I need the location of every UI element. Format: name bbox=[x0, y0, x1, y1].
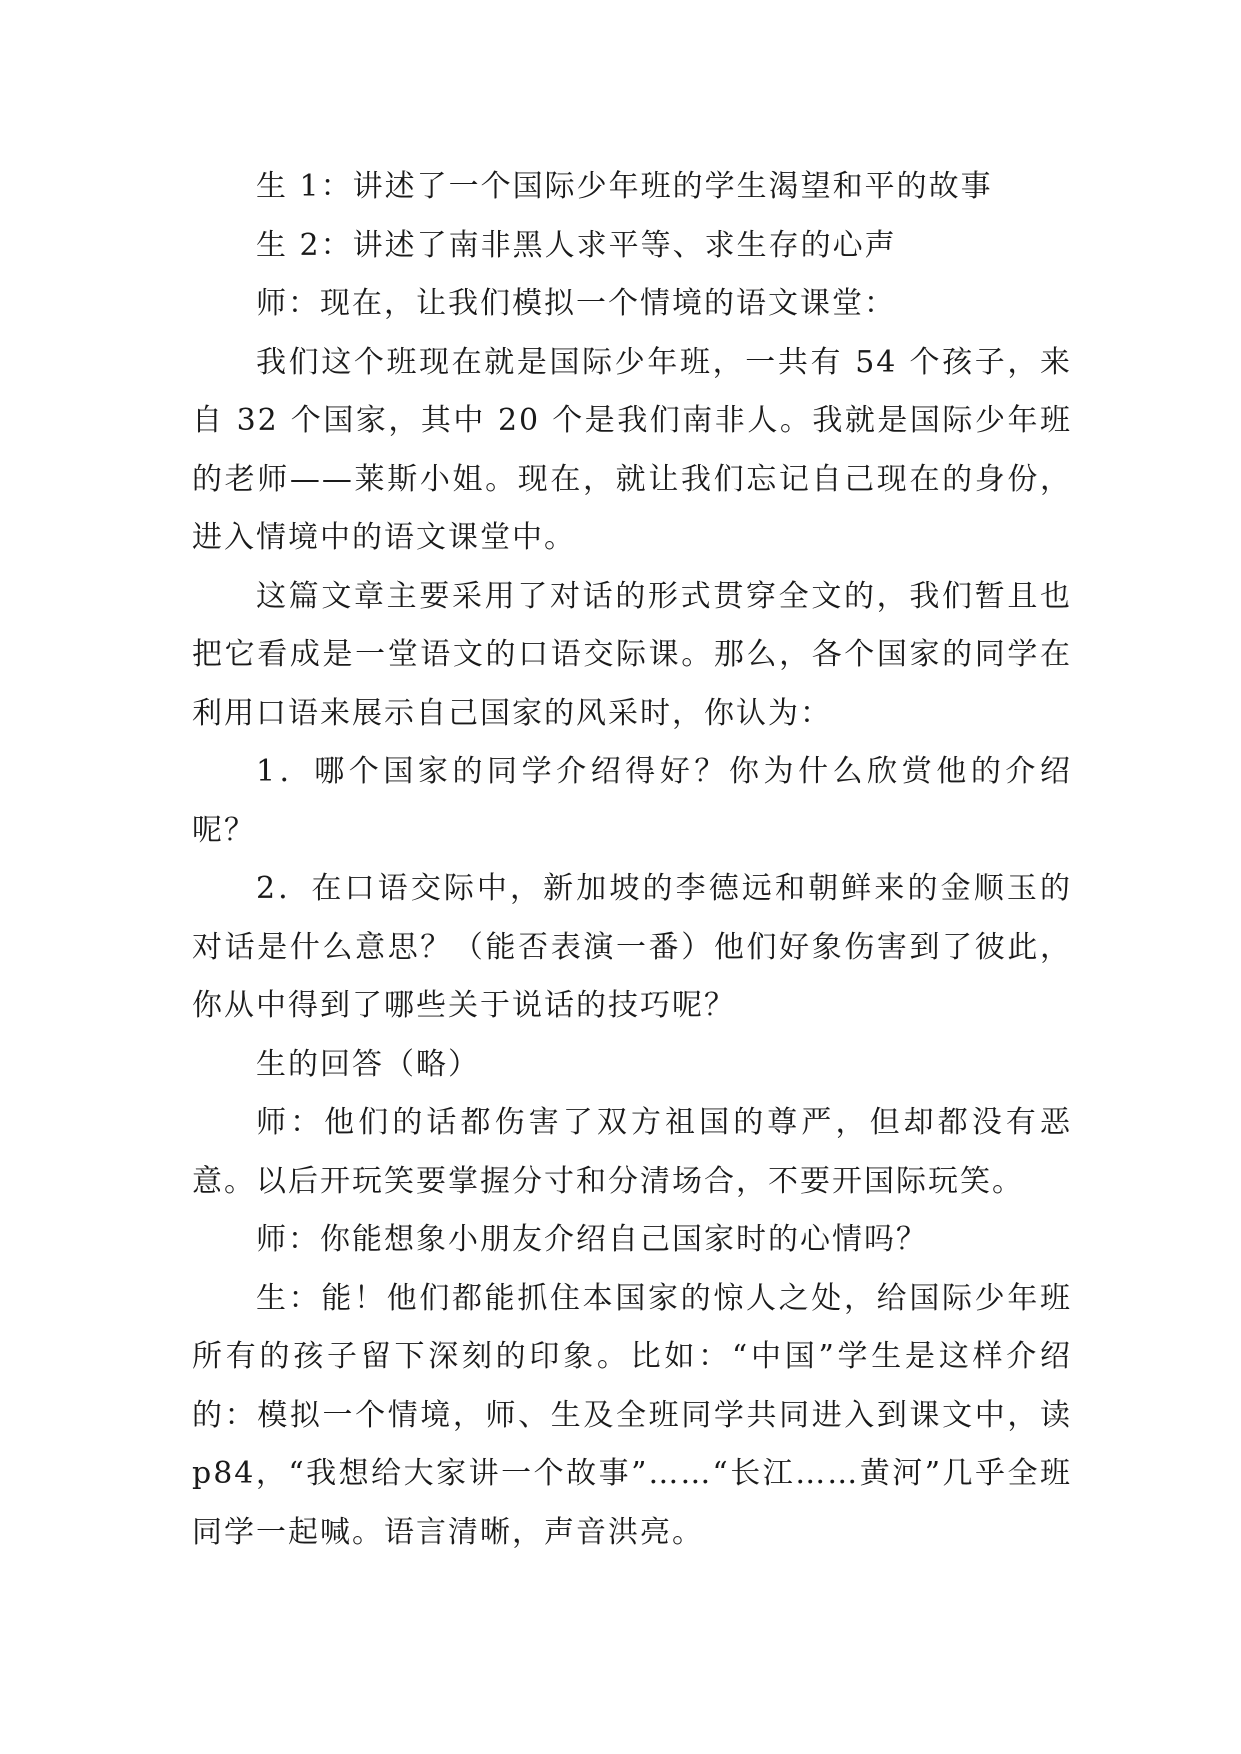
paragraph-dialogue-form: 这篇文章主要采用了对话的形式贯穿全文的，我们暂且也把它看成是一堂语文的口语交际课。那么，各个国家的同学在利用口语来展示自己国家的风采时，你认为： bbox=[192, 578, 1072, 731]
paragraph-student-1: 生 1：讲述了一个国际少年班的学生渴望和平的故事 bbox=[256, 169, 993, 204]
paragraph-class-setting: 我们这个班现在就是国际少年班，一共有 54 个孩子，来自 32 个国家，其中 20 个是我们南非人。我就是国际少年班的老师——莱斯小姐。现在，就让我们忘记自己现在的身份，进入情境中的语文课堂中。 bbox=[192, 344, 1072, 555]
paragraph-student-2: 生 2：讲述了南非黑人求平等、求生存的心声 bbox=[256, 227, 897, 263]
paragraph-teacher-comment: 师：他们的话都伤害了双方祖国的尊严，但却都没有恶意。以后开玩笑要掌握分寸和分清场合，不要开国际玩笑。 bbox=[192, 1105, 1072, 1199]
paragraph-teacher-question: 师：你能想象小朋友介绍自己国家时的心情吗？ bbox=[256, 1222, 928, 1257]
paragraph-student-answer: 生的回答（略） bbox=[256, 1046, 480, 1082]
document-page bbox=[192, 158, 1072, 1562]
paragraph-question-2: 2．在口语交际中，新加坡的李德远和朝鲜来的金顺玉的对话是什么意思？（能否表演一番）他们好象伤害到了彼此，你从中得到了哪些关于说话的技巧呢？ bbox=[192, 871, 1072, 1023]
paragraph-teacher-intro: 师：现在，让我们模拟一个情境的语文课堂： bbox=[256, 286, 896, 321]
paragraph-question-1: 1．哪个国家的同学介绍得好？你为什么欣赏他的介绍呢？ bbox=[192, 754, 1072, 848]
paragraph-student-response: 生：能！他们都能抓住本国家的惊人之处，给国际少年班所有的孩子留下深刻的印象。比如：“中国”学生是这样介绍的：模拟一个情境，师、生及全班同学共同进入到课文中，读p84，“我想给大家讲一个故事”……“长江……黄河”几乎全班同学一起喊。语言清晰，声音洪亮。 bbox=[192, 1280, 1072, 1550]
